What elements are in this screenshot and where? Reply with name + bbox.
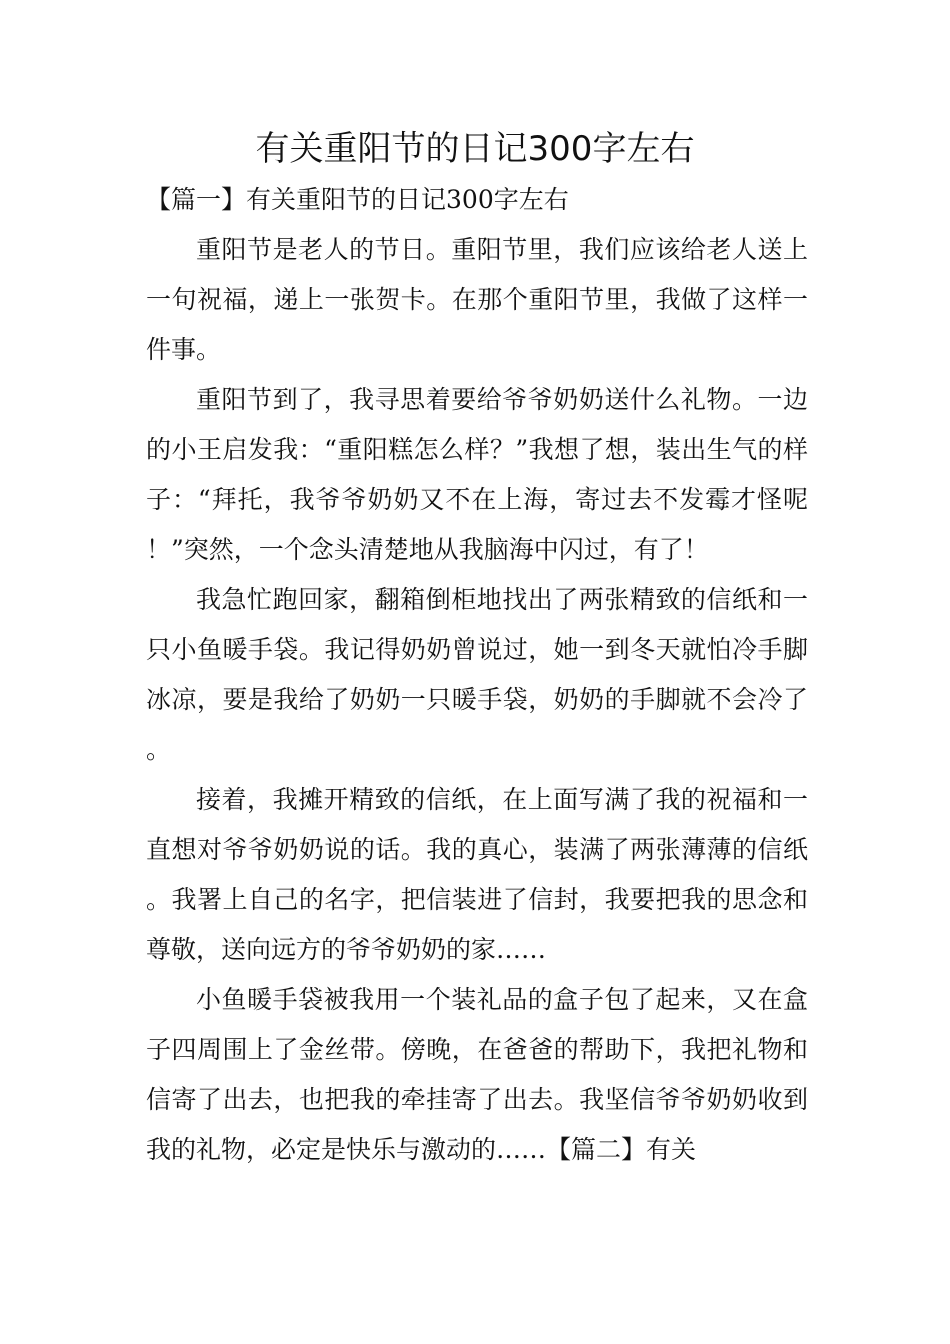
- paragraph-3: 我急忙跑回家，翻箱倒柜地找出了两张精致的信纸和一只小鱼暖手袋。我记得奶奶曾说过，她一到冬天就怕冷手脚冰凉，要是我给了奶奶一只暖手袋，奶奶的手脚就不会冷了。: [146, 585, 808, 764]
- paragraph-4: 接着，我摊开精致的信纸，在上面写满了我的祝福和一直想对爷爷奶奶说的话。我的真心，装满了两张薄薄的信纸。我署上自己的名字，把信装进了信封，我要把我的思念和尊敬，送向远方的爷爷奶奶的家……: [146, 785, 808, 964]
- paragraph-5: 小鱼暖手袋被我用一个装礼品的盒子包了起来，又在盒子四周围上了金丝带。傍晚，在爸爸的帮助下，我把礼物和信寄了出去，也把我的牵挂寄了出去。我坚信爷爷奶奶收到我的礼物，必定是快乐与激动的……【篇二】有关: [146, 985, 808, 1164]
- document-title: 有关重阳节的日记300字左右: [255, 129, 695, 169]
- paragraph-1: 重阳节是老人的节日。重阳节里，我们应该给老人送上一句祝福，递上一张贺卡。在那个重阳节里，我做了这样一件事。: [146, 235, 808, 364]
- document-body: [146, 225, 808, 1175]
- section-heading: 【篇一】有关重阳节的日记300字左右: [146, 185, 569, 214]
- paragraph-2: 重阳节到了，我寻思着要给爷爷奶奶送什么礼物。一边的小王启发我：“重阳糕怎么样？”我想了想，装出生气的样子：“拜托，我爷爷奶奶又不在上海，寄过去不发霉才怪呢！”突然，一个念头清楚地从我脑海中闪过，有了！: [146, 385, 808, 564]
